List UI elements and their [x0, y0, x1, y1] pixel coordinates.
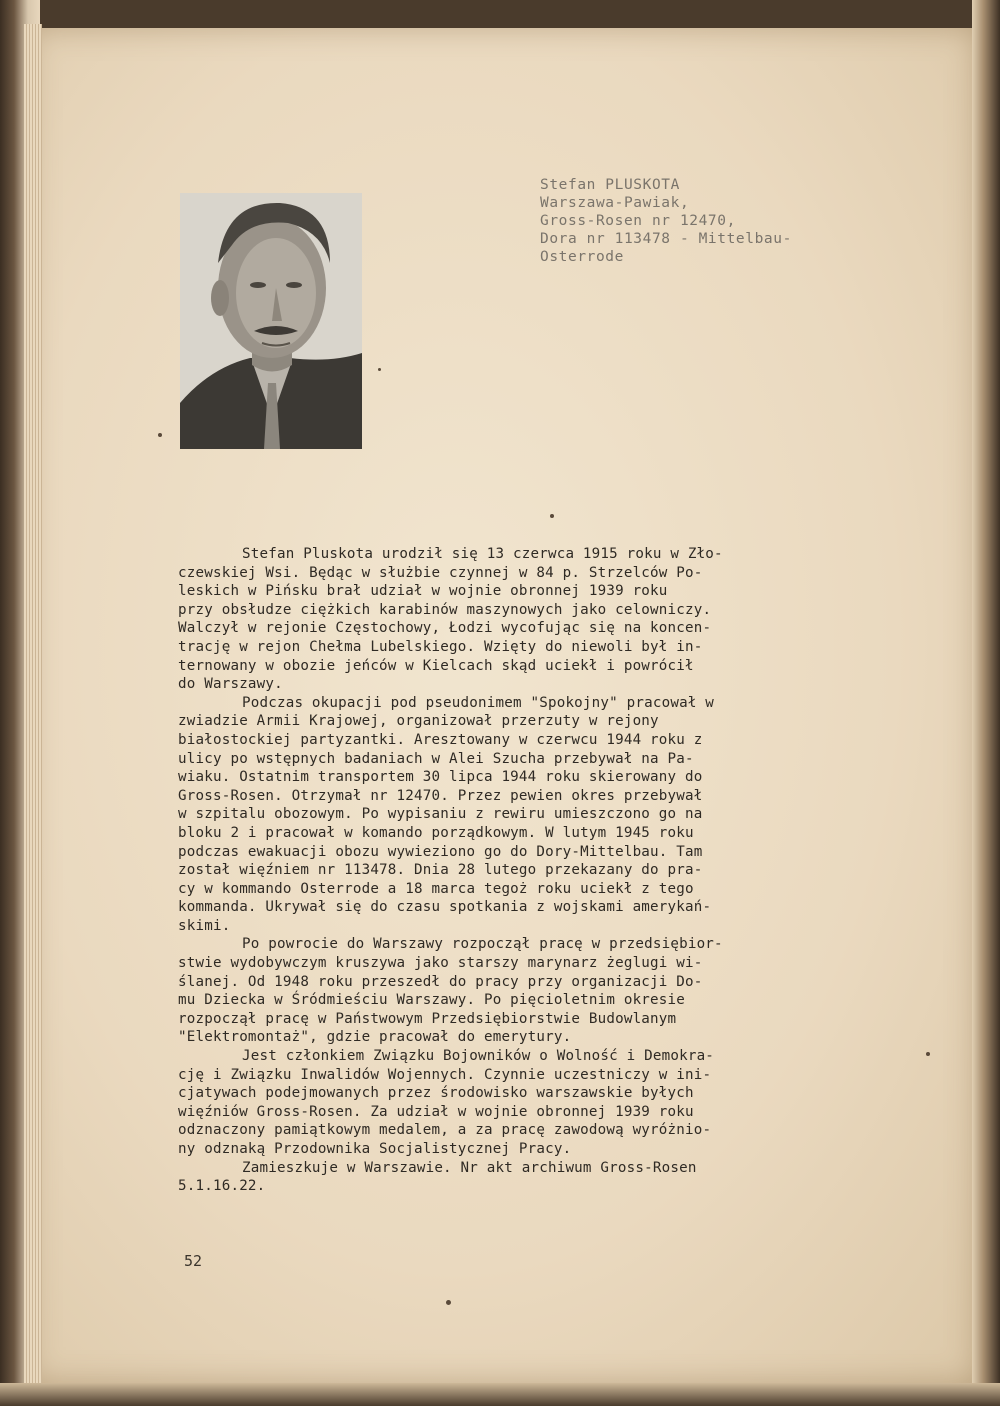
paragraph-4 — [178, 1047, 908, 1159]
text-line: czewskiej Wsi. Będąc w służbie czynnej w 84 p. Strzelców Po- — [178, 564, 703, 581]
text-line: skimi. — [178, 917, 231, 934]
text-line: cję i Związku Inwalidów Wojennych. Czynnie uczestniczy w ini- — [178, 1066, 712, 1083]
text-line: "Elektromontaż", gdzie pracował do emerytury. — [178, 1029, 572, 1046]
text-line: leskich w Pińsku brał udział w wojnie obronnej 1939 roku — [178, 583, 668, 600]
text-line: 5.1.16.22. — [178, 1178, 266, 1195]
text-line: Zamieszkuje w Warszawie. Nr akt archiwum Gross-Rosen — [242, 1159, 697, 1176]
header-line-osterrode: Osterrode — [540, 249, 624, 265]
header-line-gross-rosen: Gross-Rosen nr 12470, — [540, 213, 736, 229]
header-line-dora: Dora nr 113478 - Mittelbau- — [540, 231, 792, 247]
portrait-photo — [180, 193, 362, 449]
biography-text — [178, 545, 908, 1196]
text-line: mu Dziecka w Śródmieściu Warszawy. Po pięcioletnim okresie — [178, 992, 686, 1009]
text-line: odznaczony pamiątkowym medalem, a za pracę zawodową wyróżnio- — [178, 1122, 712, 1139]
text-line: rozpoczął pracę w Państwowym Przedsiębiorstwie Budowlanym — [178, 1010, 677, 1027]
text-line: zwiadzie Armii Krajowej, organizował przerzuty w rejony — [178, 713, 659, 730]
person-name: Stefan PLUSKOTA — [540, 177, 680, 193]
text-line: w szpitalu obozowym. Po wypisaniu z rewiru umieszczono go na — [178, 806, 703, 823]
text-line: cjatywach podejmowanych przez środowisko warszawskie byłych — [178, 1085, 694, 1102]
text-line: ternowany w obozie jeńców w Kielcach skąd uciekł i powrócił — [178, 657, 694, 674]
text-line: Stefan Pluskota urodził się 13 czerwca 1915 roku w Zło- — [242, 546, 723, 562]
paper-speck — [926, 1052, 930, 1056]
text-line: Po powrocie do Warszawy rozpoczął pracę w przedsiębior- — [242, 936, 723, 953]
text-line: cy w kommando Osterrode a 18 marca tegoż roku uciekł z tego — [178, 880, 694, 897]
text-line: wiaku. Ostatnim transportem 30 lipca 1944 roku skierowany do — [178, 769, 703, 786]
page-stack-edge — [24, 24, 42, 1389]
text-line: Jest członkiem Związku Bojowników o Wolność i Demokra- — [242, 1048, 715, 1065]
text-line: podczas ewakuacji obozu wywieziono go do Dory-Mittelbau. Tam — [178, 843, 703, 860]
portrait-photo-icon — [180, 193, 362, 449]
text-line: kommanda. Ukrywał się do czasu spotkania z wojskami amerykań- — [178, 899, 712, 916]
text-line: więźniów Gross-Rosen. Za udział w wojnie obronnej 1939 roku — [178, 1103, 694, 1120]
text-line: Podczas okupacji pod pseudonimem "Spokojny" pracował w — [242, 694, 715, 711]
paper-speck — [446, 1300, 451, 1305]
text-line: białostockiej partyzantki. Aresztowany w czerwcu 1944 roku z — [178, 731, 703, 748]
text-line: bloku 2 i pracował w komando porządkowym. W lutym 1945 roku — [178, 824, 694, 841]
text-line: ślanej. Od 1948 roku przeszedł do pracy przy organizacji Do- — [178, 973, 703, 990]
paper-speck — [158, 433, 162, 437]
paragraph-1 — [178, 545, 908, 694]
text-line: został więźniem nr 113478. Dnia 28 lutego przekazany do pra- — [178, 862, 703, 879]
book-bottom-edge — [0, 1383, 1000, 1406]
text-line: do Warszawy. — [178, 676, 283, 693]
paragraph-5 — [178, 1159, 908, 1196]
paragraph-2 — [178, 694, 908, 936]
text-line: Gross-Rosen. Otrzymał nr 12470. Przez pewien okres przebywał — [178, 787, 703, 804]
paper-speck — [378, 368, 381, 371]
facing-page-edge — [972, 0, 1000, 1406]
person-header — [540, 176, 900, 266]
header-line-pawiak: Warszawa-Pawiak, — [540, 195, 690, 211]
text-line: trację w rejon Chełma Lubelskiego. Wzięty do niewoli był in- — [178, 638, 703, 655]
text-line: stwie wydobywczym kruszywa jako starszy marynarz żeglugi wi- — [178, 955, 703, 972]
page-number: 52 — [184, 1252, 203, 1270]
paragraph-3 — [178, 935, 908, 1047]
text-line: ny odznaką Przodownika Socjalistycznej Pracy. — [178, 1141, 572, 1157]
text-line: Walczył w rejonie Częstochowy, Łodzi wycofując się na koncen- — [178, 620, 712, 637]
paper-speck — [550, 514, 554, 518]
text-line: ulicy po wstępnych badaniach w Alei Szucha przebywał na Pa- — [178, 750, 694, 767]
text-line: przy obsłudze ciężkich karabinów maszynowych jako celowniczy. — [178, 601, 712, 618]
